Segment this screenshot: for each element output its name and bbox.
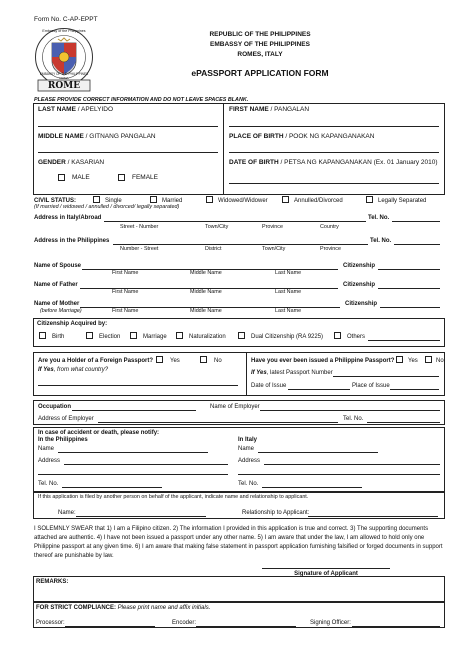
father-label: Name of Father [34, 282, 78, 288]
spouse-last-name-sub: Last Name [275, 270, 302, 276]
emergency-phil-address-field[interactable] [64, 464, 228, 465]
behalf-name-field[interactable] [76, 516, 206, 517]
place-of-birth-label: PLACE OF BIRTH / POOK NG KAPANGANAKAN [229, 133, 375, 140]
address-italy-field[interactable] [104, 221, 366, 222]
sub-town-city: Town/City [205, 224, 229, 230]
emergency-phil-address-label: Address [38, 458, 61, 464]
father-citizenship-label: Citizenship [343, 282, 376, 288]
acquired-others-label: Others [347, 334, 366, 340]
acquired-election-label: Election [99, 334, 121, 340]
father-last-name-sub: Last Name [275, 289, 302, 295]
father-citizenship-field[interactable] [378, 288, 440, 289]
mother-first-name-sub: First Name [112, 308, 139, 314]
header-location: ROMES, ITALY [237, 51, 283, 58]
emergency-italy-tel-label: Tel. No. [238, 481, 259, 487]
emergency-italy-name-field[interactable] [258, 452, 378, 453]
issued-passport-number-field[interactable] [333, 376, 439, 377]
emergency-italy-tel-field[interactable] [262, 487, 362, 488]
behalf-instruction: If this application is filed by another person on behalf of the applicant, indicate name and relationship to applicant. [38, 494, 309, 500]
signature-line[interactable] [262, 568, 390, 569]
sub-number-street: Number - Street [120, 246, 159, 252]
foreign-country-field[interactable] [38, 385, 238, 386]
sub-province-2: Province [320, 246, 341, 252]
issued-passport-number-label: If Yes, latest Passport Number [251, 370, 333, 376]
date-of-issue-field[interactable] [288, 389, 350, 390]
encoder-field[interactable] [196, 626, 296, 627]
emergency-label: In case of accident or death, please notify: [38, 430, 160, 436]
issued-no-label: No [436, 358, 444, 364]
gender-female-checkbox[interactable] [118, 174, 125, 181]
acquired-others-field[interactable] [368, 340, 440, 341]
mother-last-name-sub: Last Name [275, 308, 302, 314]
emergency-italy-address-field[interactable] [264, 464, 440, 465]
mother-citizenship-field[interactable] [380, 307, 440, 308]
spouse-first-name-sub: First Name [112, 270, 139, 276]
emergency-italy-name-label: Name [238, 446, 255, 452]
place-of-birth-field[interactable] [229, 152, 439, 153]
foreign-no-checkbox[interactable] [200, 356, 207, 363]
last-name-field[interactable] [38, 126, 218, 127]
civil-status-note: (If married / widowed / annulled / divorced/ legally separated) [34, 204, 180, 210]
date-of-birth-label: DATE OF BIRTH / PETSA NG KAPANGANAKAN (Ex. 01 January 2010) [229, 159, 438, 166]
emergency-phil-label: In the Philippines [38, 437, 88, 443]
encoder-label: Encoder: [172, 620, 197, 626]
oath-line-2: attached are authentic. 4) I have not been issued a passport under any other name. 5) I am aware that under the law, I am allowed to hold only one [34, 535, 425, 541]
processor-label: Processor: [36, 620, 65, 626]
employer-name-label: Name of Employer [210, 404, 260, 410]
civil-separated-checkbox[interactable] [366, 196, 373, 203]
oath-line-3: Philippine passport at any given time. 6) I am aware that making false statement in passport application furnishing falsified or forged documents in support [34, 544, 443, 550]
employer-address-field[interactable] [98, 422, 338, 423]
form-number: Form No. C-AP-EPPT [34, 16, 98, 23]
foreign-country-label: If Yes, from what country? [38, 367, 109, 373]
issued-yes-label: Yes [408, 358, 418, 364]
before-marriage-note: (before Marriage) [40, 308, 82, 314]
seal-top-text: Embassy of the Philippines [42, 29, 86, 33]
header-embassy: EMBASSY OF THE PHILIPPINES [210, 41, 310, 48]
acquired-dual-checkbox[interactable] [238, 332, 245, 339]
acquired-others-checkbox[interactable] [334, 332, 341, 339]
emergency-phil-tel-field[interactable] [62, 487, 162, 488]
middle-name-label: MIDDLE NAME / GITNANG PANGALAN [38, 133, 156, 140]
sub-country: Country [320, 224, 339, 230]
acquired-naturalization-checkbox[interactable] [176, 332, 183, 339]
civil-annulled-label: Annulled/Divorced [294, 198, 343, 204]
civil-annulled-checkbox[interactable] [282, 196, 289, 203]
gender-male-label: MALE [72, 174, 90, 181]
civil-single-checkbox[interactable] [93, 196, 100, 203]
mother-middle-name-sub: Middle Name [190, 308, 222, 314]
processor-field[interactable] [65, 626, 155, 627]
first-name-field[interactable] [229, 126, 439, 127]
employer-tel-field[interactable] [367, 422, 440, 423]
civil-married-label: Married [162, 198, 183, 204]
father-first-name-sub: First Name [112, 289, 139, 295]
sub-town-city-2: Town/City [262, 246, 286, 252]
form-title: ePASSPORT APPLICATION FORM [191, 68, 329, 78]
acquired-marriage-checkbox[interactable] [130, 332, 137, 339]
emergency-phil-address-field-2[interactable] [38, 474, 228, 475]
address-phil-tel-field[interactable] [394, 244, 440, 245]
compliance-label: FOR STRICT COMPLIANCE: Please print name and affix initials. [36, 605, 211, 611]
civil-widowed-label: Widowed/Widower [218, 198, 268, 204]
sub-street-number: Street - Number [120, 224, 159, 230]
place-of-issue-label: Place of Issue [352, 383, 390, 389]
spouse-citizenship-label: Citizenship [343, 263, 376, 269]
acquired-naturalization-label: Naturalization [189, 334, 226, 340]
oath-line-1: I SOLEMNLY SWEAR that 1) I am a Filipino citizen. 2) The information I provided in this application is true and correct. 3) The supporting documents [34, 526, 429, 532]
remarks-label: REMARKS: [36, 579, 69, 585]
acquired-dual-label: Dual Citizenship (RA 9225) [251, 334, 324, 340]
emergency-italy-address-label: Address [238, 458, 261, 464]
date-of-issue-label: Date of Issue [251, 383, 287, 389]
father-middle-name-sub: Middle Name [190, 289, 222, 295]
mother-citizenship-label: Citizenship [345, 301, 378, 307]
address-italy-tel-field[interactable] [392, 221, 440, 222]
personal-info-section [33, 103, 445, 195]
mother-label: Name of Mother [34, 301, 80, 307]
header-republic: REPUBLIC OF THE PHILIPPINES [209, 31, 311, 38]
signature-label: Signature of Applicant [294, 571, 358, 577]
emergency-italy-label: In Italy [238, 437, 258, 443]
instruction-text: PLEASE PROVIDE CORRECT INFORMATION AND DO NOT LEAVE SPACES BLANK. [34, 97, 249, 103]
employer-tel-label: Tel. No. [343, 416, 364, 422]
signing-officer-label: Signing Officer: [310, 620, 351, 626]
spouse-label: Name of Spouse [34, 263, 82, 269]
seal-sub-text: EMBASSY OF THE PHILIPPINES [39, 72, 89, 76]
address-italy-label: Address in Italy/Abroad [34, 215, 102, 221]
civil-status-label: CIVIL STATUS: [34, 198, 76, 204]
emergency-phil-name-label: Name [38, 446, 55, 452]
gender-male-checkbox[interactable] [58, 174, 65, 181]
seal-bottom-text: ROMA [59, 76, 69, 80]
address-phil-label: Address in the Philippines [34, 238, 110, 244]
sub-district: District [205, 246, 222, 252]
civil-married-checkbox[interactable] [150, 196, 157, 203]
seal-banner: ROME [47, 81, 81, 91]
first-name-label: FIRST NAME / PANGALAN [229, 106, 310, 113]
issued-no-checkbox[interactable] [425, 356, 432, 363]
civil-separated-label: Legally Separated [378, 198, 427, 204]
foreign-passport-question: Are you a Holder of a Foreign Passport? [38, 358, 154, 364]
citizenship-acquired-label: Citizenship Acquired by: [37, 321, 108, 327]
issued-passport-question: Have you ever been issued a Philippine Passport? [251, 358, 395, 364]
sub-province: Province [262, 224, 283, 230]
place-of-issue-field[interactable] [390, 389, 439, 390]
address-phil-tel-label: Tel. No. [370, 238, 392, 244]
middle-name-field[interactable] [38, 152, 218, 153]
acquired-birth-checkbox[interactable] [39, 332, 46, 339]
last-name-label: LAST NAME / APELYIDO [38, 106, 114, 113]
address-phil-field[interactable] [113, 244, 368, 245]
civil-single-label: Single [105, 198, 122, 204]
civil-widowed-checkbox[interactable] [206, 196, 213, 203]
embassy-seal [33, 27, 95, 94]
employer-name-field[interactable] [260, 410, 440, 411]
foreign-no-label: No [214, 358, 222, 364]
gender-female-label: FEMALE [132, 174, 159, 181]
occupation-label: Occupation [38, 404, 72, 410]
gender-label: GENDER / KASARIAN [38, 159, 105, 166]
behalf-relationship-label: Relationship to Applicant: [242, 510, 310, 516]
oath-line-4: thereof are punishable by law. [34, 553, 114, 559]
spouse-citizenship-field[interactable] [378, 269, 440, 270]
signing-officer-field[interactable] [352, 626, 440, 627]
remarks-section [33, 576, 445, 602]
date-of-birth-field[interactable] [229, 183, 439, 184]
foreign-yes-checkbox[interactable] [156, 356, 163, 363]
employer-address-label: Address of Employer [38, 416, 94, 422]
behalf-name-label: Name: [58, 510, 76, 516]
acquired-birth-label: Birth [52, 334, 65, 340]
emergency-phil-tel-label: Tel. No. [38, 481, 59, 487]
occupation-field[interactable] [72, 410, 196, 411]
emergency-phil-name-field[interactable] [58, 452, 208, 453]
spouse-middle-name-sub: Middle Name [190, 270, 222, 276]
behalf-relationship-field[interactable] [308, 516, 438, 517]
issued-yes-checkbox[interactable] [396, 356, 403, 363]
address-italy-tel-label: Tel. No. [368, 215, 390, 221]
acquired-marriage-label: Marriage [143, 334, 167, 340]
emergency-italy-address-field-2[interactable] [238, 474, 440, 475]
foreign-yes-label: Yes [170, 358, 180, 364]
acquired-election-checkbox[interactable] [86, 332, 93, 339]
